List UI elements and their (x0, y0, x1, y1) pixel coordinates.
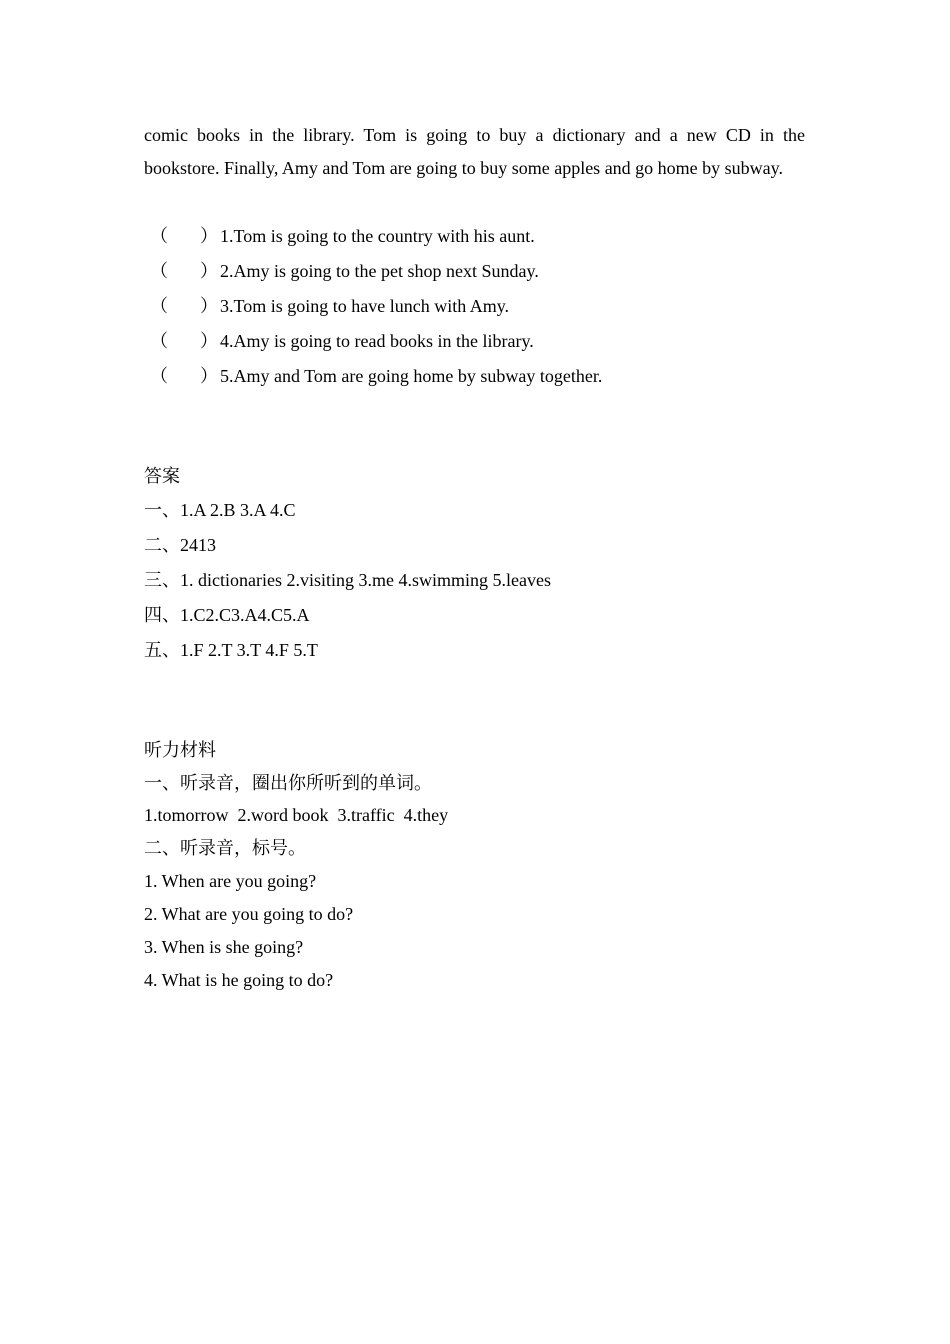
answer-line: 五、1.F 2.T 3.T 4.F 5.T (144, 640, 318, 660)
answer-blank-open: （ (150, 331, 168, 351)
answer-blank-close: ） (200, 296, 218, 316)
answer-blank-open: （ (150, 296, 168, 316)
answer-blank-close: ） (200, 331, 218, 351)
listening-heading: 听力材料 (144, 740, 216, 760)
answer-line: 四、1.C2.C3.A4.C5.A (144, 605, 310, 625)
answer-blank-open: （ (150, 226, 168, 246)
true-false-item (150, 259, 539, 283)
listening-line: 一、听录音，圈出你所听到的单词。 (144, 773, 432, 793)
answer-blank-open: （ (150, 261, 168, 281)
answer-line: 三、1. dictionaries 2.visiting 3.me 4.swimming 5.leaves (144, 570, 551, 590)
answer-blank-close: ） (200, 261, 218, 281)
answers-heading: 答案 (144, 466, 180, 486)
answer-blank-close: ） (200, 366, 218, 386)
statement-text: 2.Amy is going to the pet shop next Sunday. (220, 261, 539, 281)
true-false-item (150, 294, 509, 318)
listening-line: 4. What is he going to do? (144, 970, 334, 990)
listening-line: 2. What are you going to do? (144, 904, 354, 924)
listening-line: 二、听录音，标号。 (144, 838, 306, 858)
statement-text: 1.Tom is going to the country with his aunt. (220, 226, 535, 246)
listening-line: 1.tomorrow 2.word book 3.traffic 4.they (144, 805, 449, 825)
answer-blank-open: （ (150, 366, 168, 386)
reading-passage: comic books in the library. Tom is going to buy a dictionary and a new CD in the bookstore. Finally, Amy and Tom are going to buy some apples and go home by subway. (144, 125, 805, 178)
answer-blank-close: ） (200, 226, 218, 246)
answer-line: 二、2413 (144, 535, 216, 555)
listening-line: 3. When is she going? (144, 937, 304, 957)
true-false-item (150, 364, 602, 388)
statement-text: 4.Amy is going to read books in the library. (220, 331, 534, 351)
true-false-item (150, 329, 534, 353)
listening-line: 1. When are you going? (144, 871, 317, 891)
true-false-item (150, 224, 535, 248)
answer-line: 一、1.A 2.B 3.A 4.C (144, 500, 296, 520)
statement-text: 3.Tom is going to have lunch with Amy. (220, 296, 510, 316)
statement-text: 5.Amy and Tom are going home by subway together. (220, 366, 603, 386)
